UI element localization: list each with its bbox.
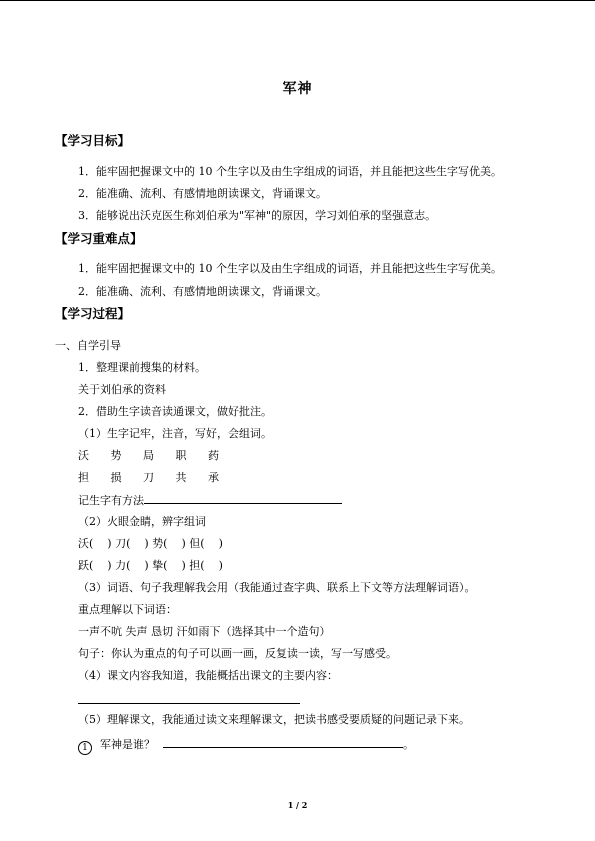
sentence-task: 句子：你认为重点的句子可以画一画，反复读一读，写一写感受。: [78, 647, 397, 660]
chars-row-one: [78, 448, 219, 464]
char: 刀: [143, 471, 154, 484]
pairs-row-two: [78, 558, 223, 574]
pair-char: 势(: [152, 537, 168, 550]
pair-close: ): [107, 559, 112, 572]
question-four: （4）课文内容我知道，我能概括出课文的主要内容：: [78, 669, 338, 682]
goal-item: 1．能牢固把握课文中的 10 个生字以及由生字组成的词语，并且能把这些生字写优美。: [78, 165, 502, 178]
question-three: （3）词语、句子我理解我会用（我能通过查字典、联系上下文等方法理解词语）。: [78, 581, 476, 594]
memo-label: 记生字有方法: [78, 494, 144, 507]
page-title: 军神: [282, 81, 313, 97]
char: 势: [110, 449, 122, 462]
focus-words: 一声不吭 失声 恳切 汗如雨下（选择其中一个造句）: [78, 625, 331, 638]
sub-question-answer-line[interactable]: [163, 736, 403, 748]
step-two: 2．借助生字读音读通课文，做好批注。: [78, 405, 272, 418]
question-two: （2）火眼金睛，辨字组词: [78, 515, 206, 528]
char: 损: [110, 471, 122, 484]
pair-close: ): [218, 559, 223, 572]
key-points-heading: 【学习重难点】: [55, 231, 143, 246]
goal-item: 2．能准确、流利、有感情地朗读课文，背诵课文。: [78, 187, 327, 200]
part-one-label: 一、自学引导: [55, 339, 121, 352]
page-number: 1 / 2: [287, 800, 308, 810]
sub-question-text: 军神是谁？: [100, 738, 155, 751]
char: 承: [208, 471, 219, 484]
question-five: （5）理解课文，我能通过读文来理解课文，把读书感受要质疑的问题记录下来。: [78, 713, 470, 726]
goal-item: 3．能够说出沃克医生称刘伯承为"军神"的原因，学习刘伯承的坚强意志。: [78, 209, 437, 222]
step-one: 1．整理课前搜集的材料。: [78, 361, 206, 374]
char: 担: [78, 471, 89, 484]
chars-row-two: [78, 470, 219, 486]
pair-close: ): [181, 559, 186, 572]
pair-char: 但(: [189, 537, 205, 550]
pair-close: ): [144, 537, 149, 550]
circled-number-one: 1: [78, 741, 92, 755]
pair-char: 担(: [189, 559, 205, 572]
summary-answer-line[interactable]: [78, 703, 300, 704]
char: 职: [175, 449, 187, 462]
focus-words-label: 重点理解以下词语：: [78, 603, 177, 616]
char: 局: [143, 449, 154, 462]
page-top-rule: [0, 0, 595, 1]
pair-close: ): [181, 537, 186, 550]
key-point-item: 1．能牢固把握课文中的 10 个生字以及由生字组成的词语，并且能把这些生字写优美。: [78, 262, 502, 275]
key-point-item: 2．能准确、流利、有感情地朗读课文，背诵课文。: [78, 285, 327, 298]
pair-char: 力(: [115, 559, 131, 572]
goals-heading: 【学习目标】: [55, 133, 131, 148]
pair-close: ): [218, 537, 223, 550]
about-materials: 关于刘伯承的资料: [78, 383, 166, 396]
pair-char: 挚(: [152, 559, 168, 572]
char: 药: [208, 449, 219, 462]
process-heading: 【学习过程】: [55, 306, 131, 321]
memo-answer-line[interactable]: [144, 492, 342, 504]
char: 沃: [78, 449, 89, 462]
pair-char: 沃(: [78, 537, 94, 550]
question-one: （1）生字记牢，注音，写好，会组词。: [78, 427, 272, 440]
pair-close: ): [144, 559, 149, 572]
sub-question-one: [78, 736, 414, 755]
pair-char: 跃(: [78, 559, 94, 572]
pair-char: 刀(: [115, 537, 131, 550]
pairs-row-one: [78, 536, 223, 552]
sub-question-end: 。: [403, 738, 414, 751]
pair-close: ): [107, 537, 112, 550]
char: 共: [175, 471, 187, 484]
memo-row: [78, 492, 342, 509]
